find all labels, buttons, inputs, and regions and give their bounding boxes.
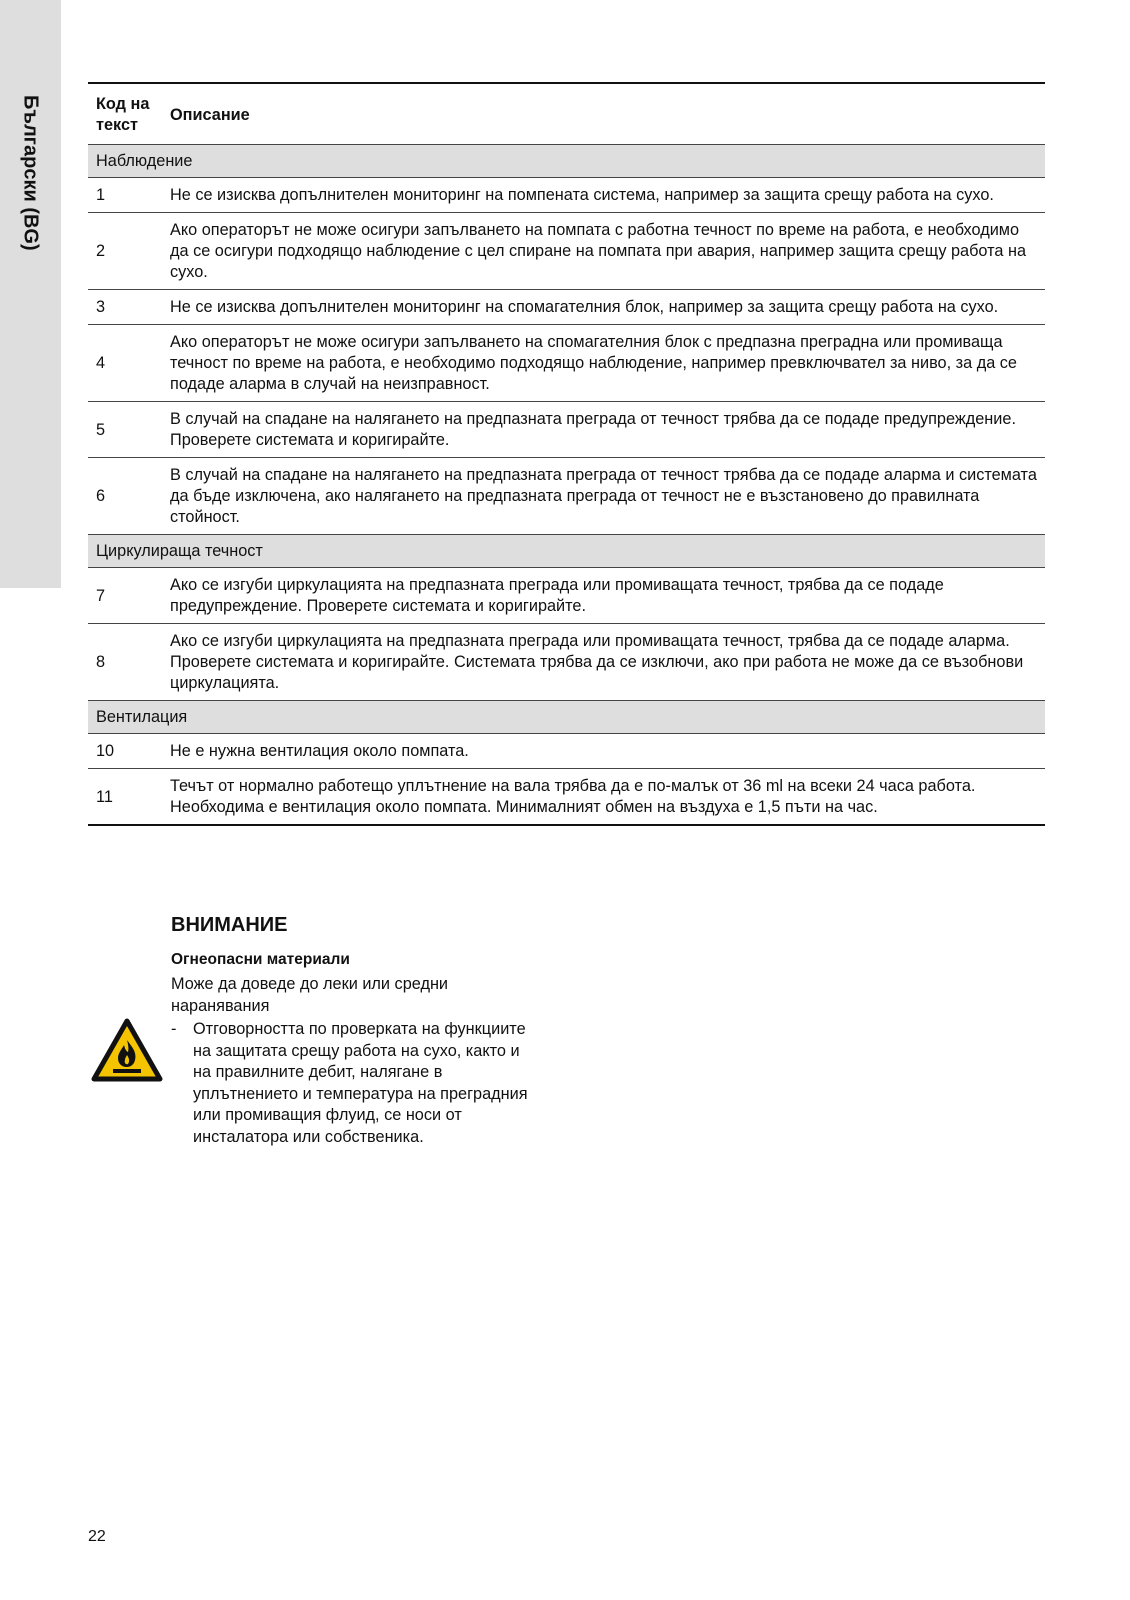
row-description: В случай на спадане на налягането на предпазната преграда от течност трябва да се подаде предупреждение. Проверете системата и коригирайте. <box>170 410 1016 449</box>
table-row <box>88 213 1045 290</box>
row-description: В случай на спадане на налягането на предпазната преграда от течност трябва да се подаде аларма и системата да бъде изключена, ако налягането на предпазната преграда от течност не е възстановено до правилната стойност. <box>170 466 1037 526</box>
row-code: 3 <box>96 298 106 316</box>
table-section-row <box>88 145 1045 178</box>
table-section-row <box>88 535 1045 568</box>
language-label: Български (BG) <box>19 95 42 251</box>
section-title: Циркулираща течност <box>88 535 1045 568</box>
header-description: Описание <box>170 105 250 124</box>
caution-subtitle: Огнеопасни материали <box>171 950 350 968</box>
table-row <box>88 402 1045 458</box>
row-description: Не е нужна вентилация около помпата. <box>170 742 469 760</box>
list-dash: - <box>171 1020 177 1038</box>
table-row <box>88 178 1045 213</box>
table-row <box>88 290 1045 325</box>
table-body <box>88 145 1045 826</box>
row-description: Ако операторът не може осигури запълването на помпата с работна течност по време на работа, е необходимо да се осигури подходящо наблюдение с цел спиране на помпата при авария, например защита срещу работа на сухо. <box>170 221 1027 281</box>
section-title: Наблюдение <box>88 145 1045 178</box>
caution-text: Може да доведе до леки или средни наранявания <box>171 975 449 1015</box>
monitoring-codes-table <box>88 82 1045 826</box>
row-code: 8 <box>96 653 106 671</box>
row-code: 5 <box>96 420 106 439</box>
language-side-tab <box>0 0 61 588</box>
table-row <box>88 769 1045 826</box>
table-header-row <box>88 83 1045 145</box>
row-code: 1 <box>96 186 106 204</box>
row-description: Не се изисква допълнителен мониторинг на помпената система, например за защита срещу работа на сухо. <box>170 186 994 204</box>
table-row <box>88 458 1045 535</box>
table-section-row <box>88 701 1045 734</box>
row-code: 10 <box>96 742 115 760</box>
row-code: 7 <box>96 586 106 605</box>
row-code: 6 <box>96 487 106 505</box>
row-description: Течът от нормално работещо уплътнение на вала трябва да е по-малък от 36 ml на всеки 24 часа работа. Необходима е вентилация около помпата. Минималният обмен на въздуха е 1,5 пъти на час. <box>170 777 976 816</box>
caution-block <box>171 915 571 1148</box>
flammable-warning-icon <box>91 1018 163 1082</box>
table-row <box>88 624 1045 701</box>
row-code: 2 <box>96 242 106 260</box>
caution-title: ВНИМАНИЕ <box>171 914 288 936</box>
caution-item-text: Отговорността по проверката на функциите на защитата срещу работа на сухо, както и на правилните дебит, налягане в уплътнението и температура на преградния или промиващия флуид, се носи от инсталатора или собственика. <box>193 1020 528 1146</box>
table-row <box>88 734 1045 769</box>
table-row <box>88 325 1045 402</box>
section-title: Вентилация <box>88 701 1045 734</box>
caution-list-item <box>171 1019 533 1148</box>
header-code: Код на текст <box>96 95 150 134</box>
row-description: Ако се изгуби циркулацията на предпазната преграда или промиващата течност, трябва да се подаде предупреждение. Проверете системата и коригирайте. <box>170 576 944 615</box>
row-code: 11 <box>96 787 113 806</box>
row-description: Ако се изгуби циркулацията на предпазната преграда или промиващата течност, трябва да се подаде аларма. Проверете системата и коригирайте. Системата трябва да се изключи, ако при работа не може да се възобнови циркулацията. <box>170 632 1024 692</box>
table-row <box>88 568 1045 624</box>
row-description: Ако операторът не може осигури запълването на спомагателния блок с предпазна преградна или промиваща течност по време на работа, е необходимо подходящо наблюдение, например превключвател за ниво, за да се подаде аларма в случай на неизправност. <box>170 333 1017 393</box>
page-number: 22 <box>88 1528 106 1545</box>
row-code: 4 <box>96 354 106 372</box>
row-description: Не се изисква допълнителен мониторинг на спомагателния блок, например за защита срещу работа на сухо. <box>170 298 999 316</box>
